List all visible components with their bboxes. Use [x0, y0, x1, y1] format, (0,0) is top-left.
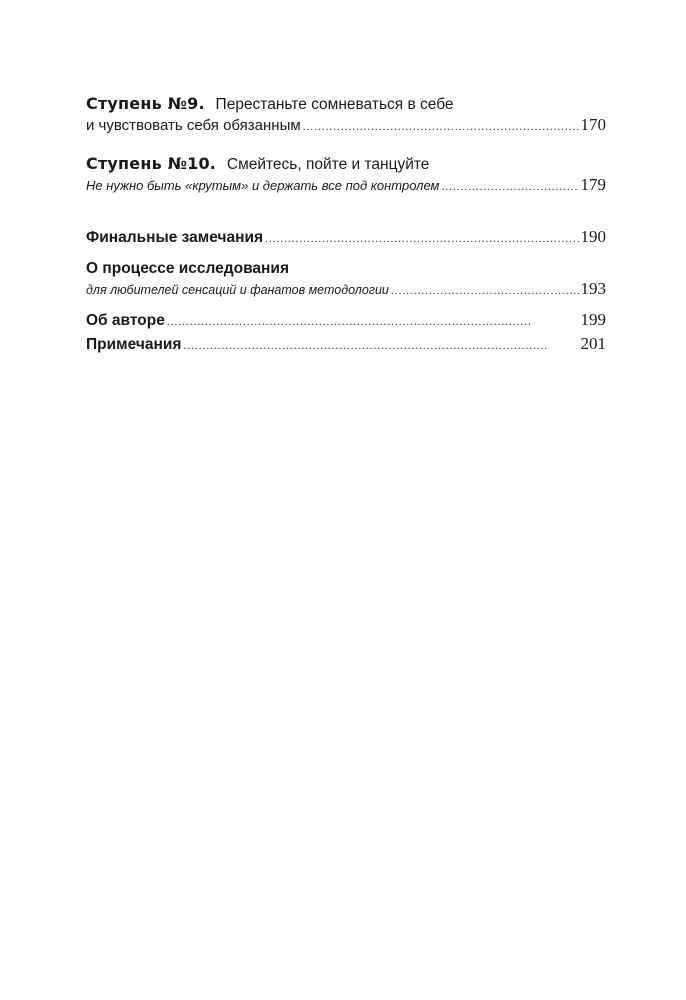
step-9-title-continuation: и чувствовать себя обязанным [86, 117, 301, 134]
step-10-label: Ступень №10. [86, 154, 217, 173]
step-10-subtitle: Не нужно быть «крутым» и держать все под контролем [86, 178, 440, 193]
dot-leader [303, 116, 579, 136]
research-page-number: 193 [580, 279, 606, 298]
about-author-page-number: 199 [580, 310, 606, 329]
dot-leader [183, 335, 578, 355]
toc-entry-final-notes[interactable] [86, 227, 606, 248]
final-notes-title: Финальные замечания [86, 229, 264, 246]
step-9-page-number: 170 [580, 115, 606, 134]
dot-leader [441, 176, 578, 196]
notes-title: Примечания [86, 336, 182, 353]
dot-leader [391, 280, 579, 300]
toc-entry-research[interactable] [86, 258, 606, 300]
dot-leader [167, 311, 579, 331]
toc-entry-step-10[interactable] [86, 153, 606, 196]
about-author-title: Об авторе [86, 312, 165, 329]
dot-leader [265, 228, 578, 248]
toc-entry-about-author[interactable] [86, 310, 606, 331]
toc-entry-step-9[interactable] [86, 93, 606, 136]
notes-page-number: 201 [580, 334, 606, 353]
research-subtitle: для любителей сенсаций и фанатов методологии [86, 283, 389, 297]
final-notes-page-number: 190 [580, 227, 606, 246]
step-9-title: Перестаньте сомневаться в себе [215, 96, 454, 113]
research-title: О процессе исследования [86, 260, 289, 277]
toc-entry-notes[interactable] [86, 334, 606, 355]
table-of-contents [86, 93, 606, 355]
step-10-title: Смейтесь, пойте и танцуйте [226, 156, 430, 173]
step-9-label: Ступень №9. [86, 94, 205, 113]
step-10-page-number: 179 [580, 175, 606, 194]
